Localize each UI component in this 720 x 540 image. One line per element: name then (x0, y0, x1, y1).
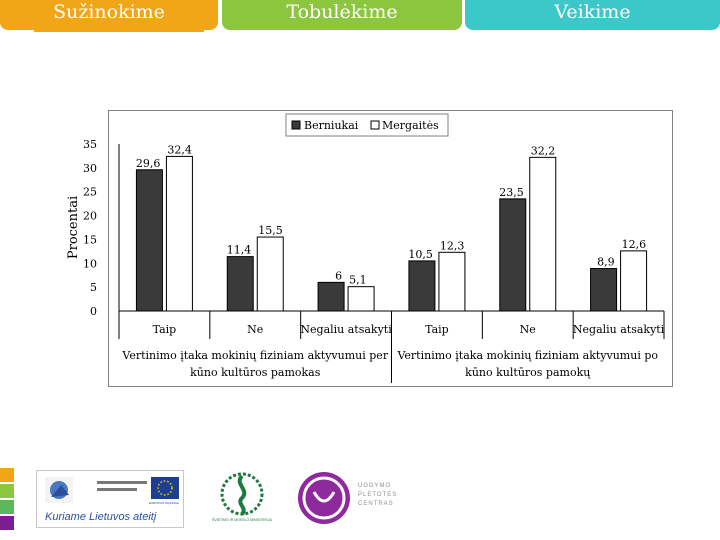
ministry-label: ŠVIETIMO IR MOKSLO MINISTERIJA (212, 518, 272, 522)
ministry-logo (204, 470, 280, 526)
tab-label: Veikime (554, 1, 631, 23)
tab-label: Tobulėkime (286, 1, 398, 23)
bar-data-label: 12,3 (439, 239, 465, 253)
upc-text-line: CENTRAS (358, 501, 394, 507)
y-axis-label: Procentai (66, 195, 81, 260)
bar-data-label: 5,1 (349, 273, 367, 287)
bar-data-label: 32,2 (530, 144, 556, 158)
y-tick-label: 20 (83, 209, 97, 223)
group-label: Vertinimo įtaka mokinių fiziniam aktyvumui po kūno kultūros pamokų (397, 349, 659, 379)
ministry-emblem-icon (204, 470, 280, 518)
side-bar-purple (0, 516, 14, 530)
bar (409, 261, 435, 311)
bar (500, 199, 526, 311)
bar-data-label: 32,4 (167, 143, 192, 157)
upc-text-line: UGDYMO (358, 483, 391, 489)
bar (621, 251, 647, 311)
eu-label: EUROPOS SĄJUNGA (149, 501, 180, 505)
y-tick-label: 10 (83, 257, 97, 271)
side-bar-lightgreen (0, 500, 14, 514)
bar-data-label: 12,6 (621, 237, 647, 251)
side-bar-green (0, 484, 14, 498)
bar (136, 170, 162, 311)
tab-underline (34, 28, 204, 32)
bar (348, 287, 374, 311)
x-tick-label: Ne (519, 323, 536, 336)
eu-emblem-icon (37, 471, 183, 511)
tab-tobulekime[interactable] (222, 0, 462, 30)
legend-swatch (371, 121, 379, 129)
upc-text (358, 482, 397, 509)
bar-data-label: 23,5 (499, 185, 524, 199)
bar-data-label: 15,5 (258, 224, 283, 238)
x-tick-label: Ne (247, 323, 264, 336)
group-label: Vertinimo įtaka mokinių fiziniam aktyvumui per kūno kultūros pamokas (122, 349, 389, 379)
upc-circle-icon (296, 470, 356, 526)
bar-data-label: 10,5 (408, 247, 433, 261)
bar-data-label: 6 (335, 269, 343, 283)
x-tick-label: Negaliu atsakyti (572, 323, 665, 336)
bar (530, 157, 556, 311)
x-tick-label: Negaliu atsakyti (300, 323, 392, 336)
bar (166, 156, 192, 311)
y-tick-label: 25 (83, 185, 97, 199)
y-tick-label: 0 (90, 305, 97, 318)
tab-label: Sužinokime (53, 1, 165, 23)
y-tick-label: 5 (90, 281, 97, 295)
legend-label: Berniukai (304, 119, 359, 132)
side-bar-orange (0, 468, 14, 482)
bar-data-label: 8,9 (597, 255, 615, 269)
bar-chart (66, 111, 672, 386)
tab-suzinokime[interactable] (0, 0, 218, 30)
x-tick-label: Taip (425, 323, 449, 336)
bar (257, 237, 283, 311)
bar (227, 257, 253, 311)
tab-veikime[interactable] (465, 0, 720, 30)
eu-funding-logo (36, 470, 184, 528)
bar-data-label: 29,6 (135, 156, 161, 170)
upc-text-line: PLĖTOTĖS (358, 492, 398, 498)
x-tick-label: Taip (152, 323, 177, 336)
y-tick-label: 30 (83, 161, 97, 175)
upc-logo (296, 470, 406, 526)
bar (318, 282, 344, 311)
y-tick-label: 15 (83, 233, 97, 247)
legend-label: Mergaitės (382, 119, 439, 132)
chart-frame (66, 110, 673, 387)
legend-swatch (292, 121, 300, 129)
bar (439, 252, 465, 311)
bar-data-label: 11,4 (226, 243, 252, 257)
y-tick-label: 35 (83, 138, 97, 151)
slogan-text: Kuriame Lietuvos ateitį (45, 511, 157, 523)
bar (591, 269, 617, 311)
